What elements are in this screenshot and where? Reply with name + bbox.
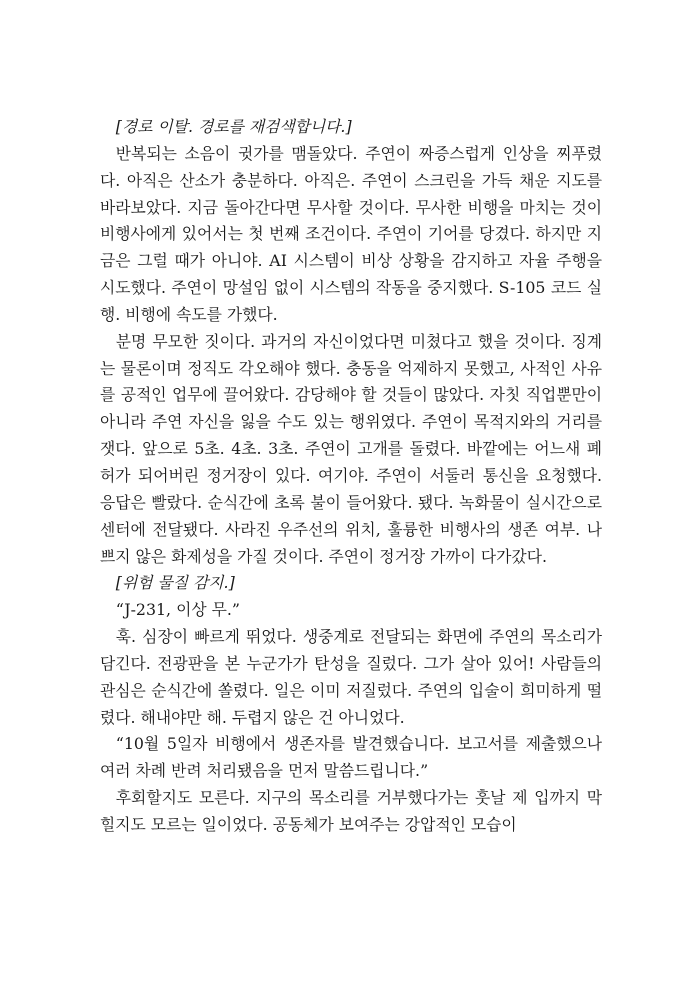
- document-page: [100, 114, 602, 839]
- dialogue-line: “10월 5일자 비행에서 생존자를 발견했습니다. 보고서를 제출했으나 여러 차례 반려 처리됐음을 먼저 말씀드립니다.”: [100, 734, 602, 781]
- body-paragraph: 훅. 심장이 빠르게 뛰었다. 생중계로 전달되는 화면에 주연의 목소리가 담긴다. 전광판을 본 누군가가 탄성을 질렀다. 그가 살아 있어! 사람들의 관심은 순식간에 쏠렸다. 일은 이미 저질렀다. 주연의 입술이 희미하게 떨렸다. 해내야만 해. 두렵지 않은 건 아니었다.: [100, 627, 602, 727]
- body-paragraph: 후회할지도 모른다. 지구의 목소리를 거부했다가는 훗날 제 입까지 막힐지도 모르는 일이었다. 공동체가 보여주는 강압적인 모습이: [100, 788, 602, 834]
- system-cue-hazard: [위험 물질 감지.]: [115, 573, 235, 593]
- system-cue-reroute: [경로 이탈. 경로를 재검색합니다.]: [115, 117, 352, 136]
- body-paragraph: 반복되는 소음이 귓가를 맴돌았다. 주연이 짜증스럽게 인상을 찌푸렸다. 아직은 산소가 충분하다. 아직은. 주연이 스크린을 가득 채운 지도를 바라보았다. 지금 돌아간다면 무사할 것이다. 무사한 비행을 마치는 것이 비행사에게 있어서는 첫 번째 조건이다. 주연이 기어를 당겼다. 하지만 지금은 그럴 때가 아니야. AI 시스템이 비상 상황을 감지하고 자율 주행을 시도했다. 주연이 망설임 없이 시스템의 작동을 중지했다. S-105 코드 실행. 비행에 속도를 가했다.: [100, 143, 602, 324]
- body-paragraph: 분명 무모한 짓이다. 과거의 자신이었다면 미쳤다고 했을 것이다. 징계는 물론이며 정직도 각오해야 했다. 충동을 억제하지 못했고, 사적인 사유를 공적인 업무에 끌어왔다. 감당해야 할 것들이 많았다. 자칫 직업뿐만이 아니라 주연 자신을 잃을 수도 있는 행위였다. 주연이 목적지와의 거리를 잿다. 앞으로 5초. 4초. 3초. 주연이 고개를 돌렸다. 바깥에는 어느새 폐허가 되어버린 정거장이 있다. 여기야. 주연이 서둘러 통신을 요청했다. 응답은 빨랐다. 순식간에 초록 불이 들어왔다. 됐다. 녹화물이 실시간으로 센터에 전달됐다. 사라진 우주선의 위치, 훌륭한 비행사의 생존 여부. 나쁘지 않은 화제성을 가질 것이다. 주연이 정거장 가까이 다가갔다.: [100, 331, 602, 566]
- dialogue-line: “J-231, 이상 무.”: [115, 600, 240, 620]
